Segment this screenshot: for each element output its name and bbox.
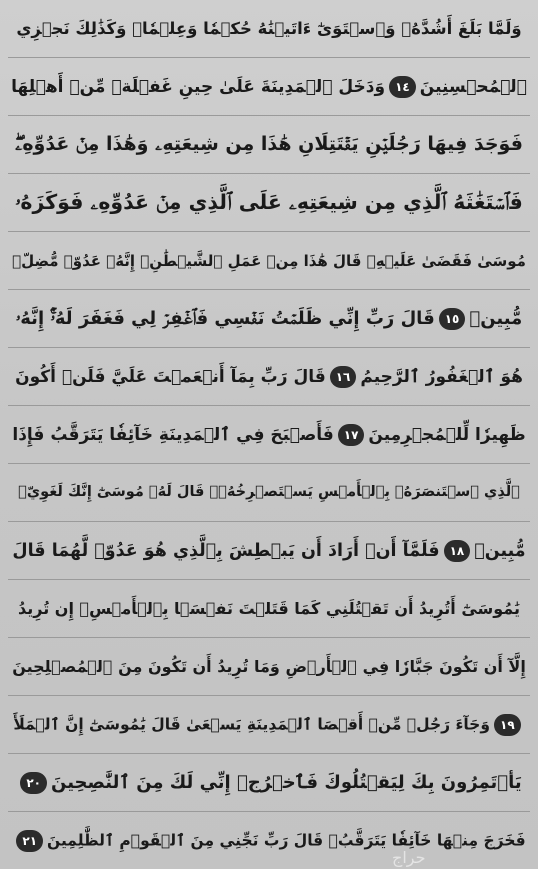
verse-segment: يَأۡتَمِرُونَ بِكَ لِيَقۡتُلُوكَ فَٱخۡرُجۡ إِنِّي لَكَ مِنَ ٱلنَّٰصِحِينَ [51, 771, 522, 793]
verse-text [11, 76, 527, 98]
verse-line [8, 174, 530, 232]
verse-text [15, 366, 523, 388]
ayah-number-marker: ١٤ [389, 76, 416, 98]
verse-line [8, 522, 530, 580]
verse-segment: مُّبِينٞ [469, 307, 523, 329]
verse-text [18, 599, 520, 618]
verse-segment: ٱلَّذِي ٱسۡتَنصَرَهُۥ بِٱلۡأَمۡسِ يَسۡتَصۡرِخُهُۥۚ قَالَ لَهُۥ مُوسَىٰٓ إِنَّكَ لَغَوِيّٞ [18, 483, 520, 500]
verse-text [12, 830, 525, 852]
verse-segment: ٱلۡمُحۡسِنِينَ [419, 76, 527, 97]
watermark-logo: حراج [392, 848, 426, 867]
verse-segment: فَوَجَدَ فِيهَا رَجُلَيۡنِ يَقۡتَتِلَانِ هَٰذَا مِن شِيعَتِهِۦ وَهَٰذَا مِنۡ عَدُوِّهِۦۖ [15, 133, 523, 156]
verse-line [8, 232, 530, 290]
verse-segment: قَالَ رَبِّ بِمَآ أَنۡعَمۡتَ عَلَيَّ فَلَنۡ أَكُونَ [15, 366, 326, 387]
verse-line [8, 638, 530, 696]
ayah-number-marker: ٢٠ [20, 772, 47, 794]
verse-line [8, 290, 530, 348]
verse-line [8, 696, 530, 754]
verse-line [8, 116, 530, 174]
ayah-number-marker: ١٦ [330, 366, 357, 388]
verse-segment: يَٰمُوسَىٰٓ أَتُرِيدُ أَن تَقۡتُلَنِي كَمَا قَتَلۡتَ نَفۡسَۢا بِٱلۡأَمۡسِۖ إِن تُرِيدُ [18, 598, 520, 618]
verse-segment: ظَهِيرٗا لِّلۡمُجۡرِمِينَ [368, 424, 526, 445]
verse-text [16, 772, 521, 794]
verse-line [8, 348, 530, 406]
verse-text [15, 133, 523, 156]
verse-segment: إِلَّآ أَن تَكُونَ جَبَّارٗا فِي ٱلۡأَرۡضِ وَمَا تُرِيدُ أَن تَكُونَ مِنَ ٱلۡمُصۡلِحِينَ [12, 656, 526, 676]
verse-text [12, 657, 526, 676]
verse-line [8, 580, 530, 638]
verse-line [8, 812, 530, 869]
verse-text [13, 714, 524, 736]
verse-segment: هُوَ ٱلۡغَفُورُ ٱلرَّحِيمُ [360, 366, 523, 387]
verse-segment: مُوسَىٰ فَقَضَىٰ عَلَيۡهِۖ قَالَ هَٰذَا مِنۡ عَمَلِ ٱلشَّيۡطَٰنِۖ إِنَّهُۥ عَدُوّٞ مُّضِلّٞ [12, 251, 526, 270]
verse-line [8, 406, 530, 464]
verse-segment: فَأَصۡبَحَ فِي ٱلۡمَدِينَةِ خَآئِفٗا يَتَرَقَّبُ فَإِذَا [12, 424, 334, 445]
verse-segment: وَلَمَّا بَلَغَ أَشُدَّهُۥ وَٱسۡتَوَىٰٓ ءَاتَيۡنَٰهُ حُكۡمٗا وَعِلۡمٗاۚ وَكَذَٰلِكَ نَجۡزِي [16, 18, 522, 38]
verse-line [8, 464, 530, 522]
ayah-number-marker: ١٧ [338, 424, 365, 446]
verse-text [16, 19, 521, 39]
verse-segment: مُّبِينٞ [474, 540, 526, 561]
verse-segment: فَٱسۡتَغَٰثَهُ ٱلَّذِي مِن شِيعَتِهِۦ عَلَى ٱلَّذِي مِنۡ عَدُوِّهِۦ فَوَكَزَهُۥ [15, 190, 523, 215]
verse-text [16, 308, 522, 330]
verse-line [8, 0, 530, 58]
verse-segment: فَخَرَجَ مِنۡهَا خَآئِفٗا يَتَرَقَّبُۖ قَالَ رَبِّ نَجِّنِي مِنَ ٱلۡقَوۡمِ ٱلظَّٰلِمِينَ [47, 831, 526, 849]
verse-text [15, 190, 523, 215]
verse-text [12, 252, 526, 270]
ayah-number-marker: ٢١ [16, 830, 43, 852]
ayah-number-marker: ١٨ [444, 540, 471, 562]
verse-segment: قَالَ رَبِّ إِنِّي ظَلَمۡتُ نَفۡسِي فَٱغۡفِرۡ لِي فَغَفَرَ لَهُۥٓۚ إِنَّهُۥ [15, 307, 435, 329]
verse-segment: فَلَمَّآ أَنۡ أَرَادَ أَن يَبۡطِشَ بِٱلَّذِي هُوَ عَدُوّٞ لَّهُمَا قَالَ [12, 540, 440, 561]
verse-text [12, 540, 525, 562]
verse-lines [8, 0, 530, 869]
verse-text [12, 424, 525, 446]
ayah-number-marker: ١٩ [494, 714, 521, 736]
verse-line [8, 58, 530, 116]
verse-line [8, 754, 530, 812]
ayah-number-marker: ١٥ [439, 308, 466, 330]
verse-segment: وَجَآءَ رَجُلٞ مِّنۡ أَقۡصَا ٱلۡمَدِينَةِ يَسۡعَىٰ قَالَ يَٰمُوسَىٰٓ إِنَّ ٱلۡمَلَأَ [13, 715, 490, 733]
verse-text [18, 484, 520, 501]
verse-segment: وَدَخَلَ ٱلۡمَدِينَةَ عَلَىٰ حِينِ غَفۡلَةٖ مِّنۡ أَهۡلِهَا [11, 76, 386, 97]
